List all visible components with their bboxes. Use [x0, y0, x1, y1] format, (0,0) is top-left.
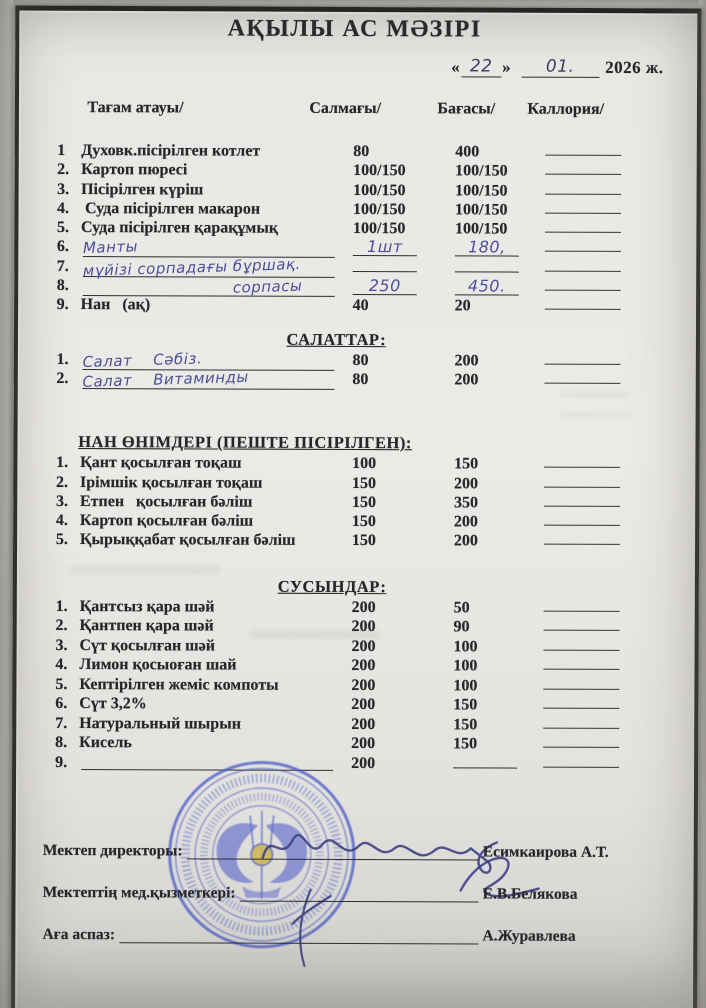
dish-name-text: Кептірілген жеміс компоты [79, 675, 279, 694]
menu-row [57, 276, 675, 297]
weight-value: 200 [351, 735, 376, 753]
price-cell [441, 277, 537, 296]
calorie-cell [537, 181, 675, 182]
dish-name [81, 295, 151, 314]
menu-row [57, 237, 675, 258]
dish-name-cell [56, 369, 344, 392]
dish-name-text: Пісірілген күріш [81, 180, 204, 199]
weight-cell [344, 598, 440, 617]
calorie-cell [536, 513, 674, 514]
price-value: 50 [453, 599, 470, 617]
menu-row [56, 511, 674, 532]
dish-name-text: Картоп пюресі [81, 161, 188, 179]
calorie-blank-line [543, 747, 619, 748]
calorie-cell [535, 676, 673, 677]
row-number: 8. [56, 277, 69, 295]
signature-name: А.Журавлева [482, 927, 576, 945]
calorie-cell [537, 143, 675, 144]
dish-name-cell [57, 199, 345, 219]
price-cell [440, 474, 536, 493]
signature-name: Есимкаирова А.Т. [482, 843, 609, 861]
weight-value: 200 [351, 637, 376, 655]
dish-name [81, 141, 260, 161]
dish-name [81, 218, 278, 238]
row-number: 1. [55, 597, 68, 615]
row-number: 3. [57, 180, 70, 198]
date-line [451, 56, 663, 78]
weight-cell [344, 454, 440, 473]
price-value: 180, [455, 239, 519, 257]
dish-name [80, 531, 296, 551]
dish-name-cell [56, 473, 344, 493]
menu-row [57, 199, 675, 220]
calorie-blank-line [545, 193, 621, 194]
weight-value: 250 [353, 277, 417, 295]
menu-row [56, 492, 674, 513]
weight-value: 200 [351, 598, 376, 616]
weight-value: 100 [352, 455, 377, 473]
date-day-handwritten: 22 [461, 56, 501, 77]
calorie-cell [535, 735, 673, 736]
weight-value: 150 [351, 532, 376, 550]
price-value [455, 271, 519, 272]
row-number: 2. [57, 161, 70, 179]
price-cell [440, 598, 536, 617]
price-value: 200 [453, 532, 478, 550]
calorie-cell [536, 493, 674, 494]
calorie-blank-line [543, 688, 619, 689]
calorie-cell [537, 220, 675, 221]
menu-row [56, 369, 674, 390]
price-value: 450. [455, 277, 519, 295]
price-value: 100/150 [454, 201, 508, 219]
col-header-weight: Салмағы/ [309, 99, 382, 118]
weight-cell [343, 715, 439, 734]
signature-role: Мектептің мед.қызметкері: [42, 883, 236, 902]
weight-value: 150 [351, 493, 377, 511]
dish-name-text: Лимон қосыоған шай [79, 656, 237, 674]
menu-row [56, 530, 674, 551]
calorie-cell [535, 696, 673, 697]
calorie-cell [536, 455, 674, 456]
dish-name-cell [56, 492, 344, 512]
menu-row [55, 675, 673, 697]
price-cell [439, 676, 535, 695]
price-cell [439, 637, 535, 656]
calorie-blank-line [545, 290, 621, 291]
price-cell [440, 493, 536, 512]
menu-row [55, 636, 673, 658]
weight-cell [345, 277, 441, 296]
calorie-blank-line [543, 669, 619, 670]
weight-cell [343, 637, 439, 656]
calorie-blank-line [544, 363, 620, 364]
row-number: 2. [55, 617, 68, 635]
signature-block [42, 839, 664, 967]
weight-cell [345, 258, 441, 277]
menu-row [56, 350, 674, 371]
price-value: 100 [453, 657, 478, 675]
dish-name [80, 511, 253, 531]
row-number: 2. [56, 473, 69, 491]
price-cell [440, 618, 536, 637]
dish-name-cell [56, 453, 344, 473]
dish-name [82, 369, 334, 390]
dish-name [81, 160, 187, 179]
price-value: 150 [453, 735, 478, 753]
weight-value: 100/150 [353, 181, 406, 199]
dish-name-text: Етпен қосылған бәліш [79, 492, 253, 511]
price-value: 150 [454, 455, 479, 473]
price-cell [439, 735, 535, 754]
weight-cell [345, 219, 441, 238]
dish-name [80, 616, 214, 635]
menu-sections [55, 315, 675, 775]
weight-cell [345, 142, 441, 161]
page-title: АҚЫЛЫ АС МӘЗІРІ [227, 15, 482, 43]
dish-name-text: Салат Сәбіз. [82, 349, 203, 371]
row-number: 6. [55, 695, 68, 713]
price-value: 350 [453, 494, 479, 512]
calorie-blank-line [544, 383, 620, 384]
price-cell [439, 657, 535, 676]
dish-name-text: Ірімшік қосылған тоқаш [80, 473, 263, 492]
price-value: 150 [453, 716, 478, 734]
price-cell [440, 370, 536, 389]
price-value: 200 [454, 371, 479, 389]
row-number: 5. [55, 531, 68, 549]
price-cell [440, 351, 536, 370]
dish-name-cell [55, 655, 343, 675]
dish-name-cell [55, 636, 343, 656]
bread-rows [56, 453, 674, 552]
weight-value: 1шт [353, 238, 417, 256]
price-value: 100/150 [454, 220, 508, 238]
row-number: 2. [56, 369, 69, 387]
weight-cell [343, 734, 439, 753]
calorie-cell [536, 637, 674, 638]
weight-value: 200 [351, 676, 376, 694]
row-number: 9. [56, 296, 69, 314]
price-cell [439, 754, 535, 773]
dish-name-cell [55, 694, 343, 714]
row-number: 1 [57, 141, 66, 159]
menu-row [55, 733, 673, 755]
calorie-blank-line [544, 630, 620, 631]
menu-row [56, 254, 675, 280]
dish-name-cell [55, 733, 343, 753]
signature-row-cook [42, 923, 664, 946]
dish-name-cell [56, 616, 344, 636]
weight-value: 200 [351, 696, 376, 714]
signature-row-director [43, 839, 665, 862]
signature-line [240, 901, 479, 903]
menu-row [55, 714, 673, 736]
calorie-cell [536, 474, 674, 475]
row-number: 4. [55, 656, 68, 674]
section-heading-salads: САЛАТТАР: [286, 329, 387, 349]
row-number: 7. [56, 257, 69, 275]
weight-cell [343, 676, 439, 695]
weight-value: 100/150 [353, 162, 406, 180]
dish-name-cell [57, 295, 345, 315]
dish-name [82, 350, 334, 371]
menu-row [56, 453, 674, 474]
calorie-cell [537, 278, 675, 279]
price-cell [441, 181, 537, 200]
section-heading-bread: НАН ӨНІМДЕРІ (ПЕШТЕ ПІСІРІЛГЕН): [78, 432, 412, 453]
calorie-cell [537, 239, 675, 240]
calorie-blank-line [545, 309, 621, 310]
dish-name [79, 636, 215, 655]
signature-line [187, 858, 479, 860]
dish-name-text: Нан (ақ) [80, 296, 151, 314]
dish-name-cell [56, 530, 344, 550]
menu-row [56, 473, 674, 494]
weight-value: 200 [351, 715, 376, 733]
row-number: 1. [56, 350, 69, 368]
calorie-blank-line [545, 270, 621, 271]
calorie-cell [537, 162, 675, 163]
calorie-blank-line [543, 649, 619, 650]
row-number: 3. [55, 492, 69, 510]
price-cell [441, 258, 537, 277]
row-number: 4. [57, 199, 70, 217]
price-cell [441, 219, 537, 238]
price-value: 100/150 [455, 162, 508, 180]
price-cell [441, 239, 537, 258]
row-number: 5. [56, 219, 69, 237]
price-value: 100 [453, 638, 478, 656]
calorie-blank-line [544, 506, 620, 507]
price-cell [440, 512, 536, 531]
dish-name-cell [55, 714, 343, 734]
calorie-blank-line [544, 467, 620, 468]
date-month-handwritten: 01. [521, 57, 599, 78]
dish-name [82, 254, 335, 280]
calorie-cell [537, 258, 675, 259]
row-number: 9. [55, 753, 68, 771]
weight-cell [344, 512, 440, 531]
salads-rows [56, 350, 674, 391]
price-value: 100/150 [455, 181, 508, 200]
dish-name [80, 453, 241, 473]
calorie-blank-line [543, 727, 619, 728]
weight-cell [345, 238, 441, 257]
signature-row-med-worker [43, 881, 665, 904]
dish-name-text: Сүт қосылған шәй [79, 636, 216, 655]
weight-value: 200 [351, 657, 376, 675]
dish-name-cell [55, 675, 343, 695]
price-cell [440, 455, 536, 474]
section-heading-drinks: СУСЫНДАР: [277, 576, 387, 596]
calorie-cell [536, 598, 674, 599]
calorie-cell [537, 201, 675, 202]
weight-value: 200 [351, 618, 376, 636]
dish-name [79, 655, 236, 675]
weight-value: 40 [352, 297, 369, 315]
weight-cell [345, 200, 441, 219]
dish-name-text: Суда пісірілген қарақұмық [80, 219, 279, 237]
table-header-row [57, 99, 675, 125]
dish-name-cell [57, 180, 345, 200]
price-cell [441, 297, 537, 316]
weight-value: 80 [352, 370, 369, 389]
calorie-cell [536, 532, 674, 533]
price-value: 200 [453, 513, 478, 531]
col-header-calories: Каллория/ [527, 100, 605, 118]
dish-name [80, 597, 215, 616]
calorie-blank-line [544, 544, 620, 545]
calorie-blank-line [543, 708, 619, 709]
row-number: 5. [55, 675, 68, 693]
menu-row [57, 160, 675, 181]
dish-name-text: сорпасы [232, 276, 303, 297]
row-number: 8. [55, 734, 68, 752]
price-value [453, 767, 517, 768]
weight-value: 150 [352, 474, 377, 492]
price-cell [441, 162, 537, 181]
dish-name-text: Қант қосылған тоқаш [80, 454, 242, 472]
dish-name [81, 180, 203, 199]
signature-role: Мектеп директоры: [42, 841, 183, 860]
price-cell [441, 200, 537, 219]
weight-value [353, 271, 417, 272]
dish-name-cell [56, 511, 344, 531]
dish-name [79, 694, 146, 713]
dish-name [79, 733, 132, 752]
dish-name [79, 675, 278, 695]
dish-name [79, 714, 241, 734]
dish-name-cell [57, 141, 345, 161]
menu-row [55, 694, 673, 716]
calorie-blank-line [545, 155, 621, 156]
weight-cell [344, 474, 440, 493]
dish-name-text: Қантсыз қара шәй [79, 597, 215, 616]
menu-row [57, 218, 675, 239]
menu-row [56, 616, 674, 638]
weight-cell [345, 161, 441, 180]
signature-line [119, 942, 478, 944]
row-number: 6. [56, 238, 69, 256]
price-cell [439, 715, 535, 734]
calorie-blank-line [543, 766, 619, 767]
calorie-blank-line [545, 232, 621, 233]
row-number: 7. [55, 714, 68, 732]
row-number: 1. [56, 454, 69, 472]
dish-name-text: Қантпен қара шәй [79, 617, 214, 635]
row-number: 3. [55, 636, 68, 654]
calorie-cell [537, 297, 675, 298]
price-value: 100 [453, 677, 478, 695]
dish-name [80, 473, 262, 493]
calorie-blank-line [545, 213, 621, 214]
menu-row [57, 141, 675, 162]
calorie-blank-line [545, 174, 621, 175]
dish-name-text: Қырыққабат қосылған бәліш [79, 531, 296, 550]
calorie-blank-line [544, 525, 620, 526]
weight-value: 80 [352, 351, 369, 369]
date-open-quote: « [451, 57, 461, 77]
weight-cell [345, 181, 441, 200]
dish-name-cell [57, 218, 345, 238]
price-value: 20 [454, 297, 471, 315]
weight-value: 100/150 [352, 220, 406, 238]
dish-name [81, 199, 260, 219]
col-header-price: Бағасы/ [437, 100, 496, 118]
calorie-cell [536, 371, 674, 372]
price-value: 200 [454, 474, 479, 492]
price-cell [440, 532, 536, 551]
calorie-cell [535, 657, 673, 658]
weight-cell [344, 617, 440, 636]
price-value: 90 [453, 618, 470, 636]
menu-table [55, 99, 675, 774]
weight-value: 80 [353, 142, 370, 161]
weight-cell [343, 656, 439, 675]
signature-role: Аға аспаз: [42, 925, 116, 944]
menu-row [57, 295, 675, 316]
calorie-cell [537, 351, 675, 352]
weight-cell [344, 531, 440, 550]
menu-row [57, 180, 675, 201]
menu-row [55, 753, 673, 775]
dish-name-text: Картоп қосылған бәліш [79, 512, 254, 530]
dish-name-cell [56, 597, 344, 617]
calorie-blank-line [544, 486, 620, 487]
dish-name-text: Суда пісірілген макарон [81, 199, 261, 218]
menu-row [55, 655, 673, 677]
dish-name-text: Натуральный шырын [79, 714, 241, 733]
weight-cell [344, 493, 440, 512]
main-menu-rows [57, 141, 676, 317]
date-year: 2026 ж. [605, 57, 664, 78]
calorie-cell [535, 715, 673, 716]
weight-cell [344, 370, 440, 389]
calorie-blank-line [544, 610, 620, 611]
price-cell [439, 696, 535, 715]
calorie-cell [535, 754, 673, 755]
dish-name-text: Духовк.пісірілген котлет [81, 142, 261, 160]
dish-name [80, 492, 252, 512]
weight-cell [344, 351, 440, 370]
drinks-rows [55, 597, 674, 775]
calorie-blank-line [545, 251, 621, 252]
col-header-dish: Тағам атауы/ [87, 99, 184, 117]
dish-name-text: Кисель [79, 734, 132, 752]
price-value: 200 [454, 352, 479, 370]
menu-row [56, 597, 674, 619]
weight-cell [345, 296, 441, 315]
dish-name-text: мұйізі сорпадағы бұршақ. [82, 254, 301, 280]
dish-name-text: Салат Витаминды [82, 367, 250, 391]
signature-name: Е.В.Белякова [482, 885, 578, 903]
weight-value: 200 [351, 754, 376, 772]
calorie-cell [536, 618, 674, 619]
price-value: 150 [453, 696, 478, 714]
row-number: 4. [55, 512, 68, 530]
weight-cell [343, 695, 439, 714]
dish-name-text: Сүт 3,2% [79, 695, 147, 713]
price-value: 400 [455, 143, 480, 161]
price-cell [441, 142, 537, 161]
dish-name-text: Манты [82, 237, 139, 258]
weight-value: 150 [351, 513, 376, 531]
weight-value: 100/150 [352, 200, 406, 219]
date-close-quote: » [502, 57, 512, 77]
dish-name-cell [57, 160, 345, 180]
